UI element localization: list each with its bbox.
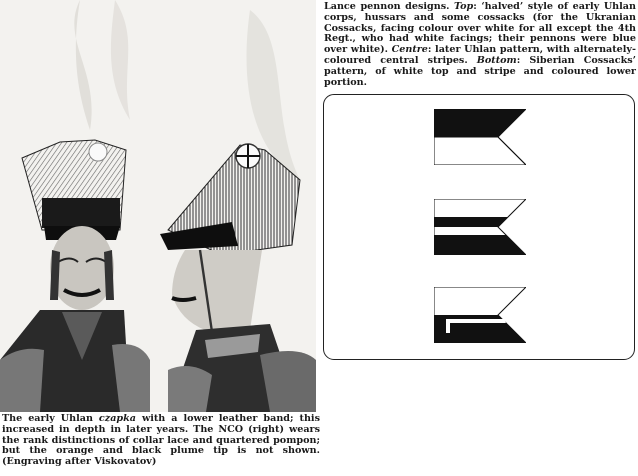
pennon-striped [434, 199, 526, 255]
caption-text-1: The early Uhlan [2, 413, 99, 424]
pennon-caption-top: : ‘halved’ style of early Uhlan corps, hussars and some cossacks (for the Ukranian Cossacks, facing colour over white for all except the 4th Regt., who had white facings; their pennons were blue over white). [324, 1, 636, 56]
pennon-diagram-box [323, 94, 635, 360]
pennon-caption-intro: Lance pennon designs. [324, 1, 455, 12]
engraving-caption [2, 414, 320, 468]
caption-text-2: with a lower leather band; this increased in depth in later years. The NCO (right) wears the rank distinctions of collar lace and quartered pompon; but the orange and black plume tip is not shown. (Engraving after Viskovatov) [2, 413, 320, 468]
caption-italic-czapka: czapka [98, 413, 136, 424]
uhlan-engraving [0, 0, 316, 412]
pennon-caption-centre: : later Uhlan pattern, with alternately-coloured central stripes. [324, 44, 636, 66]
label-bottom: Bottom [476, 54, 517, 66]
pennon-caption-bottom: : Siberian Cossacks’ pattern, of white top and stripe and coloured lower portion. [324, 54, 637, 88]
label-top: Top [454, 1, 474, 12]
label-centre: Centre [391, 44, 428, 56]
pennon-halved [434, 109, 526, 165]
pennon-caption [324, 2, 636, 88]
pennon-siberian [434, 287, 526, 343]
